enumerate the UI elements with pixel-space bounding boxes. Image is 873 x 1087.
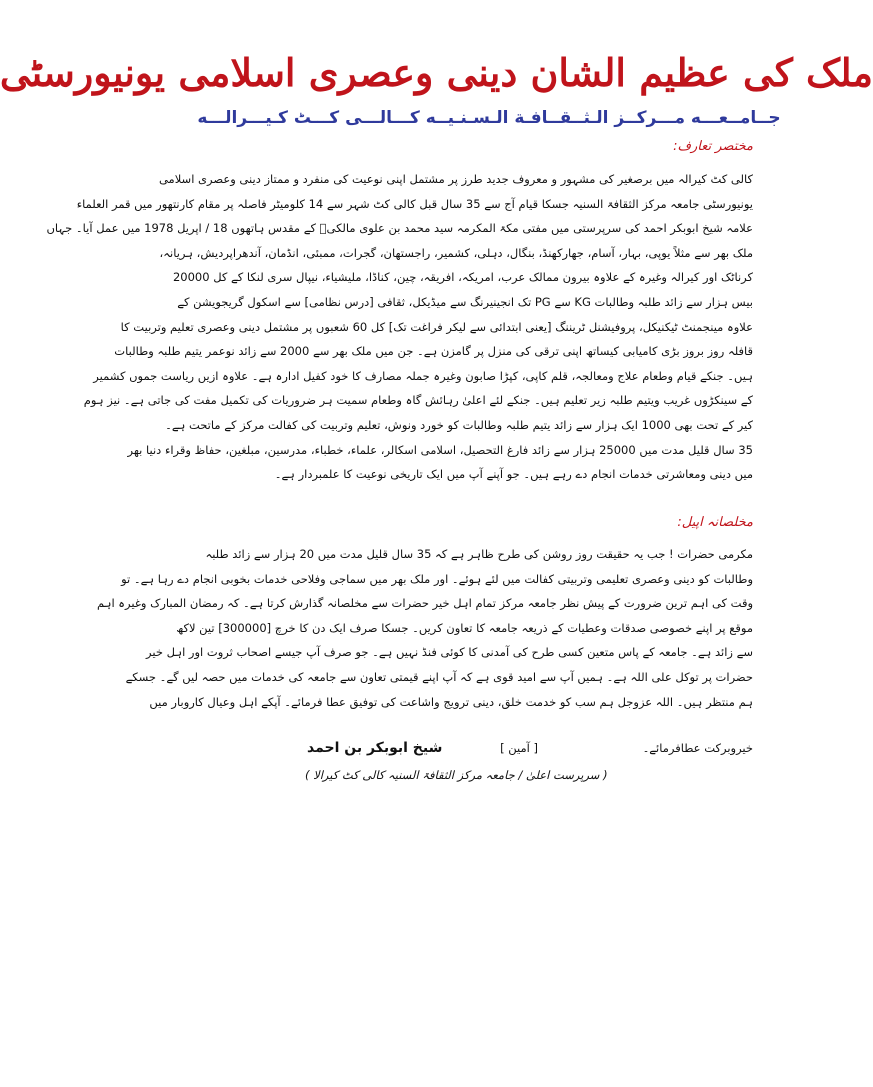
intro-line: یونیورسٹی جامعہ مرکز الثقافۃ السنیہ جسکا قیام آج سے 35 سال قبل کالی کٹ شہر سے 14 کلومیٹر فاصلہ پر مقام کارنتھور میں قمر العلماء xyxy=(76,196,753,211)
appeal-line: وقت کی اہم ترین ضرورت کے پیش نظر جامعہ مرکز تمام اہل خیر حضرات سے مخلصانہ گذارش کرتا ہے۔ کہ رمضان المبارک وغیرہ اہم xyxy=(97,596,753,611)
appeal-line: ہم منتظر ہیں۔ اللہ عزوجل ہم سب کو خدمت خلق، دینی ترویج واشاعت کی توفیق عطا فرمائے۔ آپکے اہل وعیال کاروبار میں xyxy=(149,694,753,709)
page-title: ملک کی عظیم الشان دینی وعصری اسلامی یونیورسٹی xyxy=(0,50,873,95)
intro-paragraph xyxy=(46,167,753,487)
intro-line: علامہ شیخ ابوبکر احمد کی سرپرستی میں مفتی مکۃ المکرمہ سید محمد بن علوی مالکیؒ کے مقدس ہاتھوں 18 / اپریل 1978 میں عمل آیا۔ جہاں xyxy=(46,221,753,236)
intro-line: 35 سال قلیل مدت میں 25000 ہزار سے زائد فارغ التحصیل، اسلامی اسکالر، علماء، خطباء، مدرسین، مبلغین، حفاظ وقراء دنیا بھر xyxy=(127,442,753,457)
signatory-name: شیخ ابوبکر بن احمد xyxy=(307,740,443,756)
intro-line: ہیں۔ جنکے قیام وطعام علاج ومعالجہ، قلم کاپی، کپڑا صابون وغیرہ جملہ مصارف کا خود کفیل ادارہ ہے۔ علاوہ ازیں ریاست جموں کشمیر xyxy=(93,368,753,383)
intro-line: بیس ہزار سے زائد طلبہ وطالبات KG سے PG تک انجینیرنگ سے میڈیکل، ثقافی [درس نظامی] سے اسکول گریجویشن کے xyxy=(177,294,753,309)
intro-line: کے سینکڑوں غریب ویتیم طلبہ زیر تعلیم ہیں۔ جنکے لئے اعلیٰ رہائش گاہ وطعام سمیت ہر ضروریات کی تکمیل مفت کی جاتی ہے۔ نیز ہوم xyxy=(83,393,753,408)
intro-line: علاوہ مینجمنٹ ٹیکنیکل، پروفیشنل ٹریننگ [یعنی ابتدائی سے لیکر فراغت تک] کل 60 شعبوں پر مشتمل دینی وعصری تعلیم وتربیت کا xyxy=(120,319,753,334)
appeal-paragraph xyxy=(97,542,753,714)
amen-text: [ آمین ] xyxy=(500,741,538,755)
university-name: جــامــعـــه مـــرکــز الـثــقــافـة الـسـنـيــه کـــالـــی کـــٹ کـيـــرالـــه xyxy=(197,108,781,128)
appeal-line: وطالبات کو دینی وعصری تعلیمی وتربیتی کفالت میں لئے ہوئے۔ اور ملک بھر میں سماجی وفلاحی خدمات بخوبی انجام دے رہا ہے۔ تو xyxy=(121,571,753,586)
intro-line: قافلہ روز بروز بڑی کامیابی کیساتھ اپنی ترقی کی منزل پر گامزن ہے۔ جن میں ملک بھر سے 2000 سے زائد نوعمر یتیم طلبہ وطالبات xyxy=(114,344,753,359)
appeal-line: مکرمی حضرات ! جب یہ حقیقت روز روشن کی طرح ظاہر ہے کہ 35 سال قلیل مدت میں 20 ہزار سے زائد طلبہ xyxy=(205,547,753,561)
intro-line: میں دینی ومعاشرتی خدمات انجام دے رہے ہیں۔ جو آپنے آپ میں ایک تاریخی نوعیت کا علمبردار ہے۔ xyxy=(274,467,753,482)
appeal-heading: مخلصانہ اپیل: xyxy=(677,515,753,530)
appeal-line: سے زائد ہے۔ جامعہ کے پاس متعین کسی طرح کی آمدنی کا کوئی فنڈ نہیں ہے۔ جو صرف آپ جیسے اصحاب ثروت اور اہل خیر xyxy=(146,645,753,660)
intro-line: کیر کے تحت بھی 1000 ایک ہزار سے زائد یتیم طلبہ وطالبات کو خورد ونوش، تعلیم وتربیت کی کفالت مرکز کے ماتحت ہے۔ xyxy=(165,417,753,432)
closing-row xyxy=(197,736,753,760)
appeal-line: موقع پر اپنے خصوصی صدقات وعطیات کے ذریعہ جامعہ کا تعاون کریں۔ جسکا صرف ایک دن کا خرچ [300000] تین لاکھ xyxy=(176,620,753,635)
intro-line: ملک بھر سے مثلاً یوپی، بہار، آسام، جھارکھنڈ، بنگال، دہلی، کشمیر، راجستھان، گجرات، ممبئی، انڈمان، آندھراپردیش، ہریانہ، xyxy=(159,245,753,260)
closing-line: خیروبرکت عطافرمائے۔ xyxy=(642,741,753,755)
signatory-role: ( سرپرست اعلیٰ / جامعہ مرکز الثقافۃ السنیہ کالی کٹ کیرالا ) xyxy=(305,768,608,782)
intro-line: کرناٹک اور کیرالہ وغیرہ کے علاوہ بیرون ممالک عرب، امریکہ، افریقہ، چین، کناڈا، ملیشیاء، نیپال سری لنکا کے کل 20000 xyxy=(172,270,753,285)
intro-line: کالی کٹ کیرالہ میں برصغیر کی مشہور و معروف جدید طرز پر مشتمل اپنی نوعیت کی منفرد و ممتاز دینی وعصری اسلامی xyxy=(158,172,753,186)
intro-heading: مختصر تعارف: xyxy=(673,139,753,154)
appeal-line: حضرات پر توکل علی اللہ ہے۔ ہمیں آپ سے امید قوی ہے کہ آپ اپنے قیمتی تعاون سے جامعہ کی خدمات میں حصہ لیں گے۔ جسکے xyxy=(125,669,753,684)
